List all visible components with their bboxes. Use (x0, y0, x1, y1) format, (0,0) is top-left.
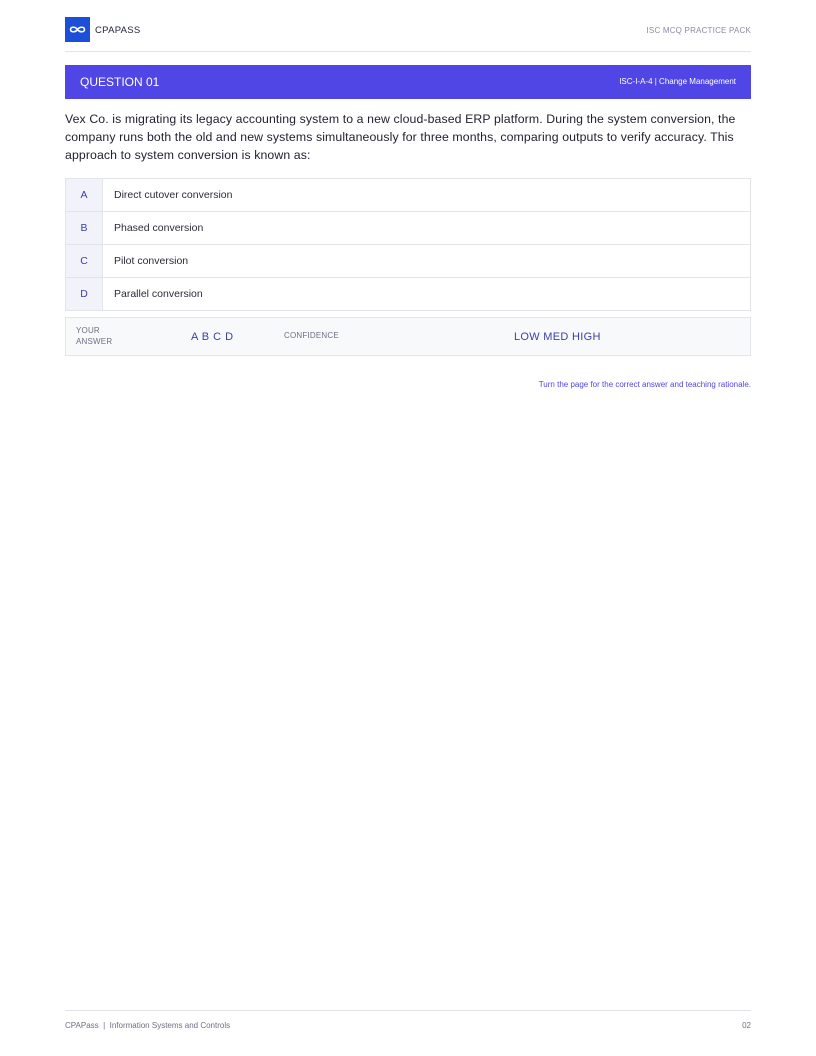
pack-title: ISC MCQ PRACTICE PACK (646, 26, 751, 35)
options-list (65, 178, 751, 311)
question-tag: ISC-I-A-4 | Change Management (619, 77, 736, 86)
logo (65, 17, 90, 42)
confidence-label: CONFIDENCE (284, 331, 339, 340)
option-letter: D (66, 278, 103, 310)
question-bar (65, 65, 751, 99)
option-letter: C (66, 245, 103, 277)
turn-page-note: Turn the page for the correct answer and teaching rationale. (538, 380, 751, 389)
option-c[interactable] (66, 245, 750, 278)
option-text: Phased conversion (114, 222, 204, 234)
your-answer-label: YOUR ANSWER (76, 326, 113, 346)
page-number: 02 (742, 1021, 751, 1030)
page-header (65, 17, 751, 52)
answer-choices[interactable]: A B C D (191, 331, 234, 343)
option-text: Pilot conversion (114, 255, 189, 267)
option-text: Parallel conversion (114, 288, 203, 300)
answer-box (65, 317, 751, 356)
option-a[interactable] (66, 179, 750, 212)
footer-text: CPAPass | Information Systems and Controls (65, 1021, 231, 1030)
question-stem: Vex Co. is migrating its legacy accounting system to a new cloud-based ERP platform. During the system conversion, the company runs both the old and new systems simultaneously for three months, comparing outputs to verify accuracy. This approach to system conversion is known as: (65, 112, 736, 162)
option-text: Direct cutover conversion (114, 189, 233, 201)
page-footer (65, 1010, 751, 1030)
brand-name: CPAPASS (95, 25, 141, 36)
confidence-choices[interactable]: LOW MED HIGH (514, 331, 601, 343)
option-d[interactable] (66, 278, 750, 310)
option-letter: B (66, 212, 103, 244)
infinity-icon (69, 25, 86, 34)
question-number: QUESTION 01 (80, 75, 160, 89)
option-b[interactable] (66, 212, 750, 245)
option-letter: A (66, 179, 103, 211)
